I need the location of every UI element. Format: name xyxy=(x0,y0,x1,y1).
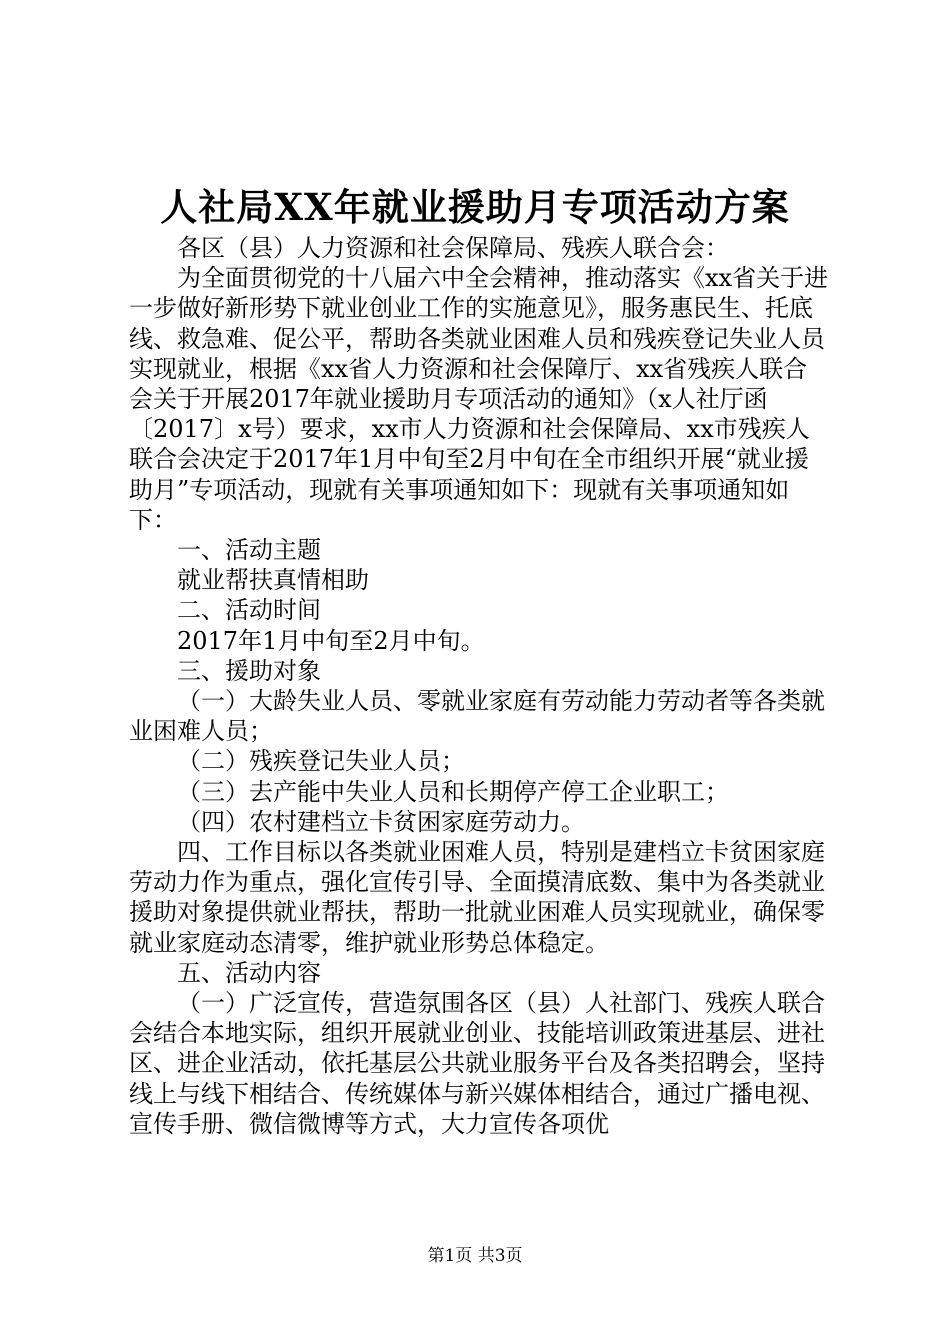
section-text-1: 就业帮扶真情相助 xyxy=(177,566,369,595)
section-paragraph-4: 四、工作目标以各类就业困难人员，特别是建档立卡贫困家庭劳动力作为重点，强化宣传引导、全面摸清底数、集中为各类就业援助对象提供就业帮扶，帮助一批就业困难人员实现就业，确保零就业家庭动态清零，维护就业形势总体稳定。 xyxy=(129,838,825,957)
list-item: （三）去产能中失业人员和长期停产停工企业职工； xyxy=(177,777,729,806)
section-text-2: 2017年1月中旬至2月中旬。 xyxy=(177,626,485,655)
salutation: 各区（县）人力资源和社会保障局、残疾人联合会： xyxy=(177,234,729,262)
section-heading-5: 五、活动内容 xyxy=(177,958,321,987)
page-number-footer: 第1页 共3页 xyxy=(427,1246,523,1266)
list-item: （四）农村建档立卡贫困家庭劳动力。 xyxy=(177,807,585,836)
section-heading-1: 一、活动主题 xyxy=(177,536,321,565)
document-body xyxy=(129,233,831,1139)
list-item: （一）广泛宣传，营造氛围各区（县）人社部门、残疾人联合会结合本地实际，组织开展就业创业、技能培训政策进基层、进社区、进企业活动，依托基层公共就业服务平台及各类招聘会，坚持线上与线下相结合、传统媒体与新兴媒体相结合，通过广播电视、宣传手册、微信微博等方式，大力宣传各项优 xyxy=(129,989,825,1138)
intro-paragraph: 为全面贯彻党的十八届六中全会精神，推动落实《xx省关于进一步做好新形势下就业创业工作的实施意见》，服务惠民生、托底线、救急难、促公平，帮助各类就业困难人员和残疾登记失业人员实现就业，根据《xx省人力资源和社会保障厅、xx省残疾人联合会关于开展2017年就业援助月专项活动的通知》（x人社厅函〔2017〕x号）要求，xx市人力资源和社会保障局、xx市残疾人联合会决定于2017年1月中旬至2月中旬在全市组织开展“就业援助月”专项活动，现就有关事项通知如下：现就有关事项通知如下： xyxy=(129,264,829,534)
list-item: （二）残疾登记失业人员； xyxy=(177,747,465,776)
list-item: （一）大龄失业人员、零就业家庭有劳动能力劳动者等各类就业困难人员； xyxy=(129,687,825,746)
document-title: 人社局XX年就业援助月专项活动方案 xyxy=(160,185,790,229)
section-heading-2: 二、活动时间 xyxy=(177,596,321,625)
section-heading-3: 三、援助对象 xyxy=(177,656,321,685)
